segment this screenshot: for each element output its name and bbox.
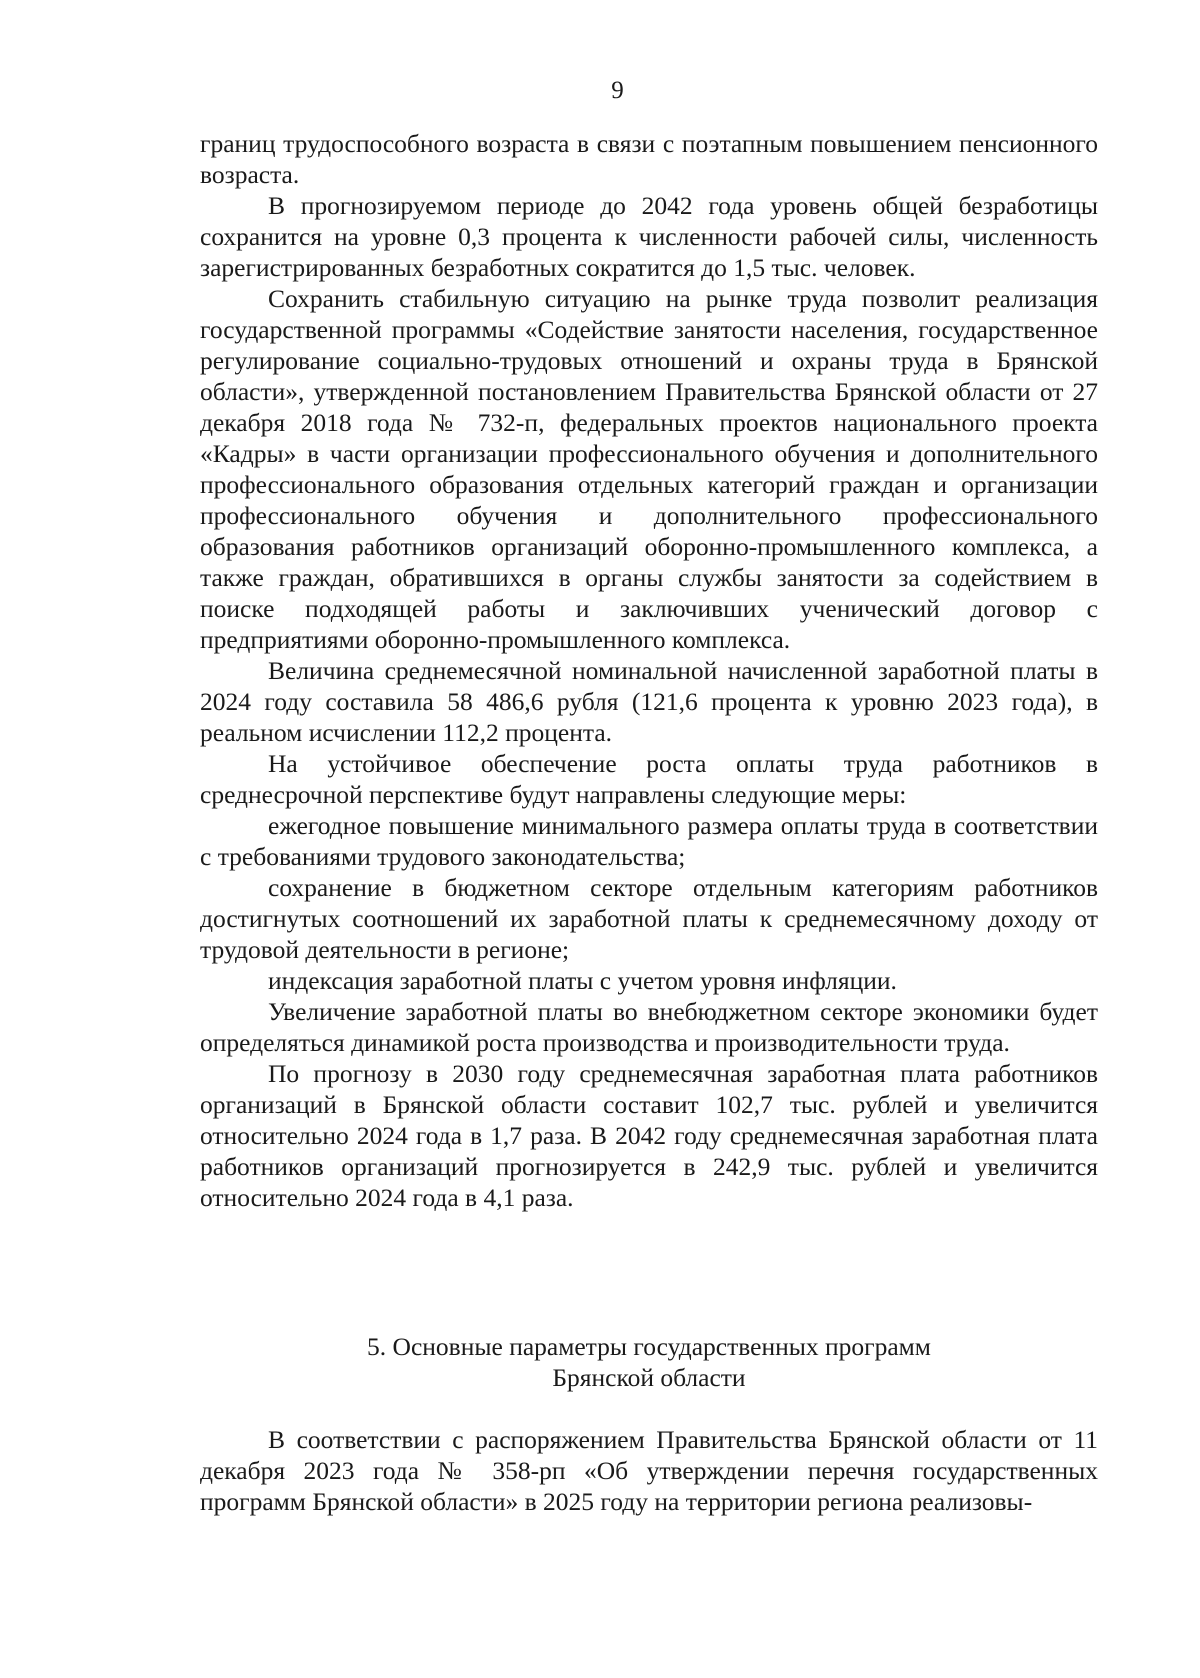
page-number: 9: [611, 77, 624, 104]
section-heading-line-1: 5. Основные параметры государственных программ: [367, 1332, 931, 1361]
section-heading-line-2: Брянской области: [552, 1363, 746, 1392]
paragraph-wage-growth-measures: На устойчивое обеспечение роста оплаты труда работников в среднесрочной перспективе будут направлены следующие меры:: [200, 749, 1098, 809]
paragraph-state-programs: В соответствии с распоряжением Правительства Брянской области от 11 декабря 2023 года № 358-рп «Об утверждении перечня государственных программ Брянской области» в 2025 году на территории региона реализовы-: [200, 1425, 1098, 1516]
paragraph-non-budget-sector: Увеличение заработной платы во внебюджетном секторе экономики будет определяться динамикой роста производства и производительности труда.: [200, 997, 1098, 1057]
paragraph-wage-forecast: По прогнозу в 2030 году среднемесячная заработная плата работников организаций в Брянской области составит 102,7 тыс. рублей и увеличится относительно 2024 года в 1,7 раза. В 2042 году среднемесячная заработная плата работников организаций прогнозируется в 242,9 тыс. рублей и увеличится относительно 2024 года в 4,1 раза.: [200, 1059, 1098, 1212]
section-heading: [200, 1331, 1098, 1393]
list-item-budget-sector: сохранение в бюджетном секторе отдельным категориям работников достигнутых соотношений их заработной платы к среднемесячному доходу от трудовой деятельности в регионе;: [200, 873, 1098, 964]
list-item-minimum-wage: ежегодное повышение минимального размера оплаты труда в соответствии с требованиями трудового законодательства;: [200, 811, 1098, 871]
closing-text: [200, 1424, 1098, 1517]
list-item-indexation: индексация заработной платы с учетом уровня инфляции.: [268, 966, 897, 995]
paragraph-continuation: границ трудоспособного возраста в связи с поэтапным повышением пенсионного возраста.: [200, 129, 1098, 189]
paragraph-average-wage-2024: Величина среднемесячной номинальной начисленной заработной платы в 2024 году составила 58 486,6 рубля (121,6 процента к уровню 2023 года), в реальном исчислении 112,2 процента.: [200, 656, 1098, 747]
paragraph-labor-market-program: Сохранить стабильную ситуацию на рынке труда позволит реализация государственной программы «Содействие занятости населения, государственное регулирование социально-трудовых отношений и охраны труда в Брянской области», утвержденной постановлением Правительства Брянской области от 27 декабря 2018 года № 732-п, федеральных проектов национального проекта «Кадры» в части организации профессионального обучения и дополнительного профессионального образования отдельных категорий граждан и организации профессионального обучения и дополнительного профессионального образования работников организаций оборонно-промышленного комплекса, а также граждан, обратившихся в органы службы занятости за содействием в поиске подходящей работы и заключивших ученический договор с предприятиями оборонно-промышленного комплекса.: [200, 284, 1098, 654]
body-text: [200, 128, 1098, 1213]
paragraph-unemployment-forecast: В прогнозируемом периоде до 2042 года уровень общей безработицы сохранится на уровне 0,3 процента к численности рабочей силы, численность зарегистрированных безработных сократится до 1,5 тыс. человек.: [200, 191, 1098, 282]
